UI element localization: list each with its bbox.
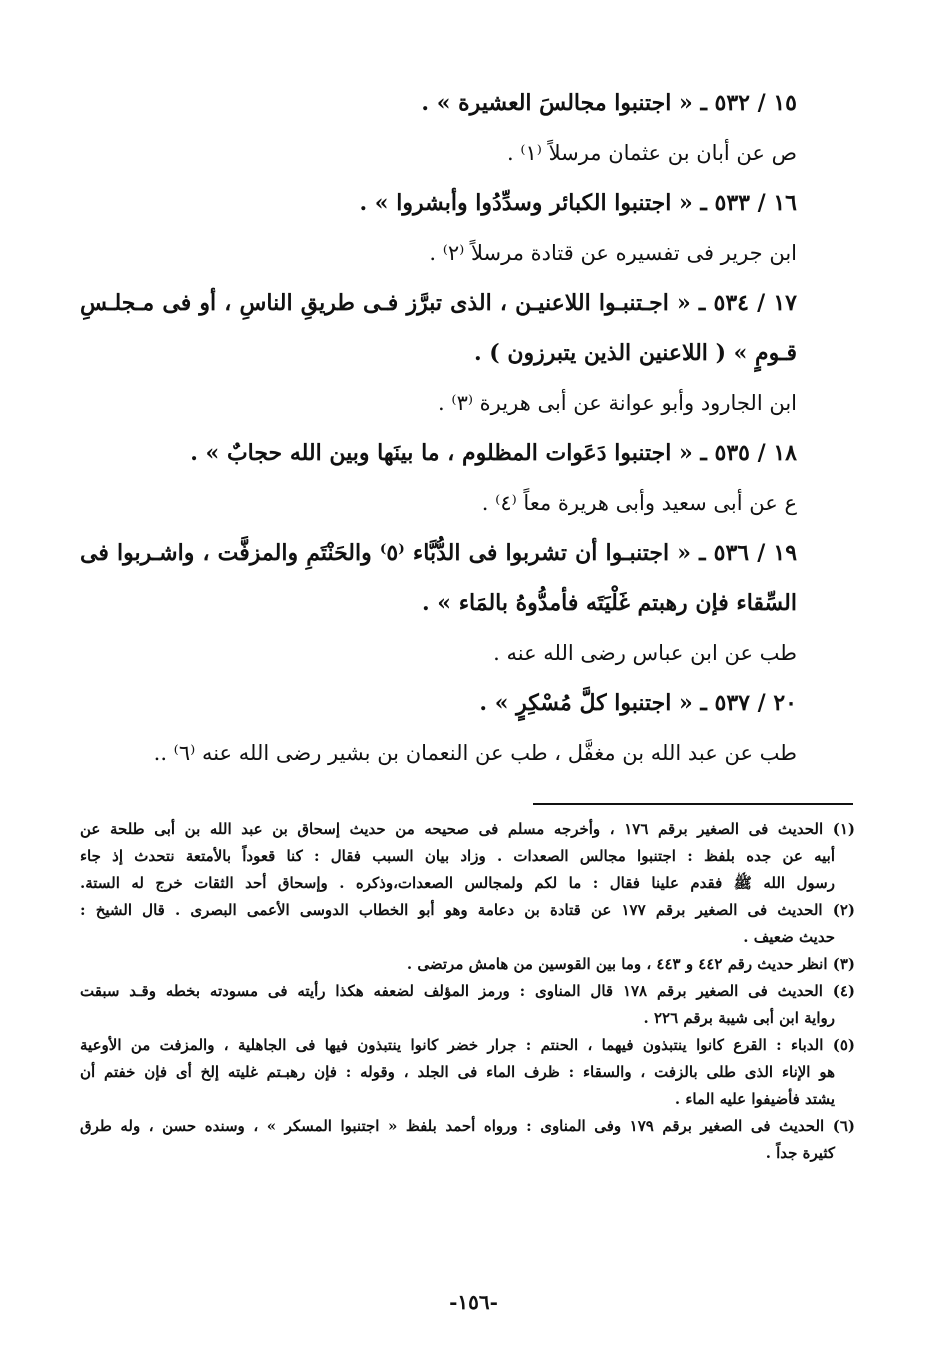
- footnote-line: رسول الله ﷺ فقدم علينا فقال : ما لكم ولمجالس الصعدات،وذكره . وإسحاق أحد الثقات خرج له الستة.: [80, 874, 835, 892]
- hadith-17-text-line-1: ١٧ / ٥٣٤ ـ « اجـتنبـوا اللاعنيـن ، الذى تبرَّز فـى طريقِ الناسِ ، أو فى مـجلـسِ: [80, 290, 797, 316]
- hadith-15-text: ١٥ / ٥٣٢ ـ « اجتنبوا مجالسَ العشيرة » .: [421, 90, 797, 116]
- footnote-line: أبيه عن جده بلفظ : اجتنبوا مجالس الصعدات . وزاد بيان السبب فقال : كنا قعوداً بالأمتعة نتحدث إذ جاء: [80, 847, 835, 865]
- footnotes: [80, 816, 855, 1167]
- footnote-1: [80, 816, 855, 897]
- hadith-19-text-line-2: السِّقاء فإن رهبتم غَلْيَتَه فأمدُّوهُ بالمَاء » .: [421, 590, 797, 616]
- main-text: [80, 78, 797, 778]
- footnote-line: هو الإناء الذى طلى بالزفت ، والسقاء : ظرف الماء فى الجلد ، وقوله : فإن رهبـتم غليته إلخ أى فإن خفتم أن: [80, 1063, 835, 1081]
- footnote-line: (١) الحديث فى الصغير برقم ١٧٦ ، وأخرجه مسلم فى صحيحه من حديث إسحاق بن عبد الله بن أبى طلحة عن: [80, 820, 855, 838]
- footnote-line: رواية ابن أبى شيبة برقم ٢٢٦ .: [643, 1009, 835, 1027]
- hadith-16-text: ١٦ / ٥٣٣ ـ « اجتنبوا الكبائر وسدِّدُوا وأبشروا » .: [359, 190, 797, 216]
- footnote-6: [80, 1113, 855, 1167]
- hadith-17-source: ابن الجارود وأبو عوانة عن أبى هريرة ⁽٣⁾ .: [438, 391, 797, 415]
- hadith-19-text-line-1: ١٩ / ٥٣٦ ـ « اجتنبـوا أن تشربوا فى الدُّبَّاء ⁽٥⁾ والحَنْتَمِ والمزفَّت ، واشـربوا فى: [80, 540, 797, 566]
- hadith-18-text: ١٨ / ٥٣٥ ـ « اجتنبوا دَعَوات المظلوم ، ما بينَها وبين الله حجابٌ » .: [190, 440, 797, 466]
- hadith-20-text: ٢٠ / ٥٣٧ ـ « اجتنبوا كلَّ مُسْكِرٍ » .: [479, 690, 797, 716]
- footnote-line: (٢) الحديث فى الصغير برقم ١٧٧ عن قتادة بن دعامة وهو أبو الخطاب الدوسى الأعمى البصرى . قال الشيخ :: [80, 901, 855, 919]
- hadith-15-source: ص عن أبان بن عثمان مرسلاً ⁽١⁾ .: [506, 141, 797, 165]
- footnote-line: (٦) الحديث فى الصغير برقم ١٧٩ وفى المناوى : ورواه أحمد بلفظ « اجتنبوا المسكر » ، وسنده حسن ، وله طرق: [80, 1117, 855, 1135]
- footnote-2: [80, 897, 855, 951]
- footnote-4: [80, 978, 855, 1032]
- footnote-5: [80, 1032, 855, 1113]
- footnote-3: [80, 951, 855, 978]
- page-number: -١٥٦-: [449, 1290, 498, 1314]
- footnote-line: (٥) الدباء : القرع كانوا ينتبذون فيهما ، الحنتم : جرار خضر كانوا ينتبذون فيها فى الجاهلية ، والمزفت من الأوعية: [80, 1036, 855, 1054]
- footnote-line: حديث ضعيف .: [743, 928, 835, 946]
- hadith-19-source: طب عن ابن عباس رضى الله عنه .: [493, 641, 797, 665]
- footnote-divider: [533, 803, 853, 805]
- hadith-17-text-line-2: قـومٍ » ( اللاعنين الذين يتبرزون ) .: [473, 340, 797, 366]
- hadith-20-source: طب عن عبد الله بن مغفَّل ، طب عن النعمان بن بشير رضى الله عنه ⁽٦⁾ ..: [153, 741, 797, 765]
- hadith-16-source: ابن جرير فى تفسيره عن قتادة مرسلاً ⁽٢⁾ .: [429, 241, 797, 265]
- hadith-18-source: ع عن أبى سعيد وأبى هريرة معاً ⁽٤⁾ .: [481, 491, 797, 515]
- footnote-line: يشتد فأضيفوا عليه الماء .: [674, 1090, 835, 1108]
- footnote-line: (٣) انظر حديث رقم ٤٤٢ و ٤٤٣ ، وما بين القوسين من هامش مرتضى .: [406, 955, 855, 973]
- footnote-line: (٤) الحديث فى الصغير برقم ١٧٨ قال المناوى : ورمز المؤلف لضعفه هكذا رأيته فى مسودته بخطه وقـد سبقت: [80, 982, 855, 1000]
- footnote-line: كثيرة جداً .: [765, 1144, 835, 1162]
